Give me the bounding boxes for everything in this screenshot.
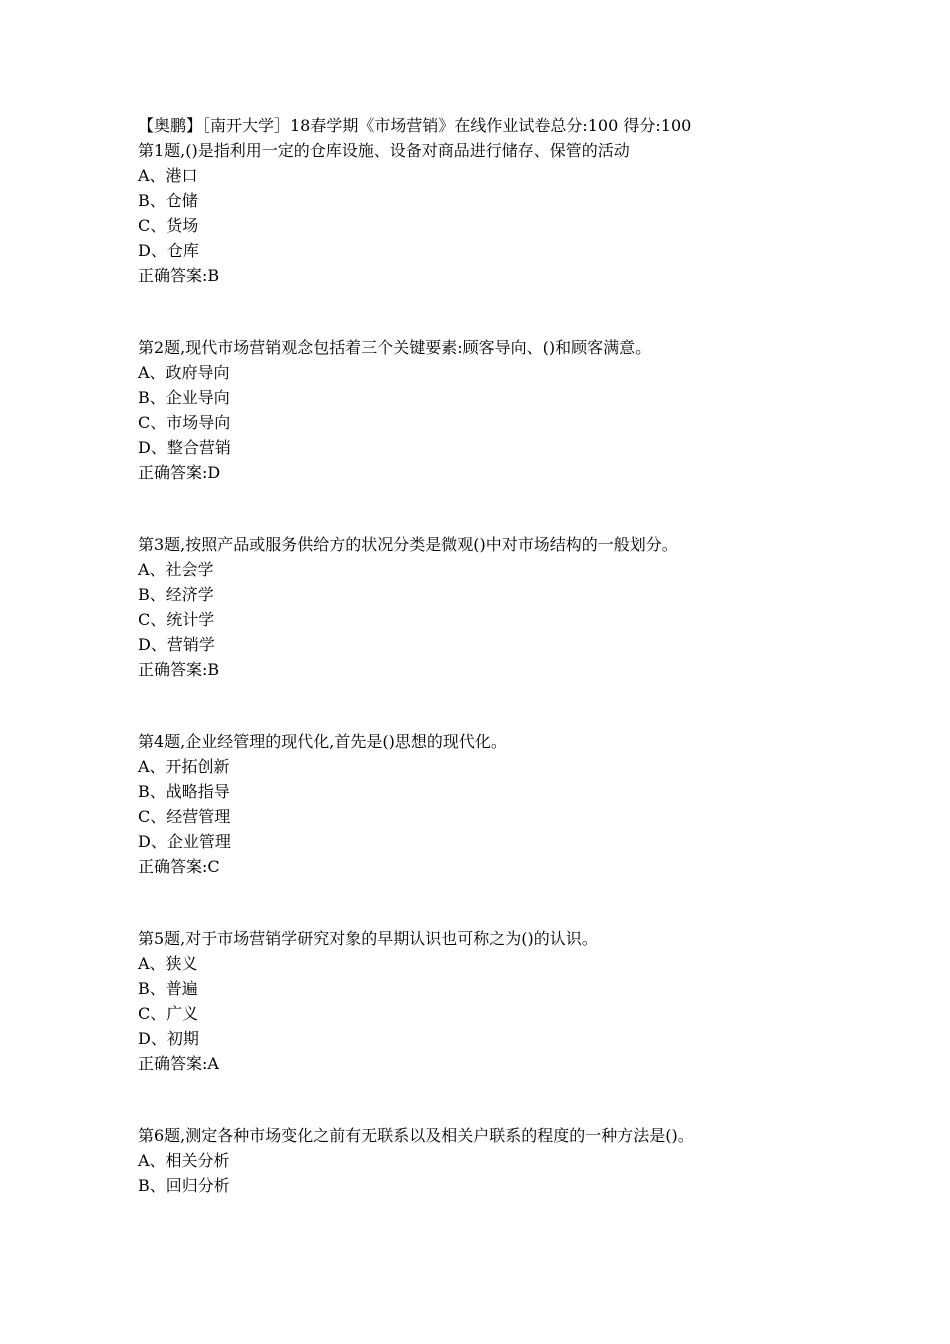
question-option: A、社会学 (138, 560, 214, 579)
question-option: B、经济学 (138, 585, 214, 604)
question-list (138, 138, 898, 1198)
question-block (138, 926, 898, 1076)
question-option: B、仓储 (138, 191, 198, 210)
question-title: 第5题,对于市场营销学研究对象的早期认识也可称之为()的认识。 (138, 929, 598, 948)
question-block (138, 335, 898, 485)
question-option: D、营销学 (138, 635, 215, 654)
question-option: C、货场 (138, 216, 199, 235)
correct-answer: 正确答案:B (138, 660, 220, 679)
document-header: 【奥鹏】［南开大学］18春学期《市场营销》在线作业试卷总分:100 得分:100 (138, 116, 692, 135)
question-option: B、普遍 (138, 979, 198, 998)
question-option: B、战略指导 (138, 782, 230, 801)
question-option: A、港口 (138, 166, 198, 185)
correct-answer: 正确答案:D (138, 463, 221, 482)
question-option: D、仓库 (138, 241, 199, 260)
question-block (138, 729, 898, 879)
question-block (138, 532, 898, 682)
question-option: C、市场导向 (138, 413, 231, 432)
question-title: 第4题,企业经管理的现代化,首先是()思想的现代化。 (138, 732, 507, 751)
question-option: B、企业导向 (138, 388, 230, 407)
correct-answer: 正确答案:C (138, 857, 220, 876)
question-title: 第2题,现代市场营销观念包括着三个关键要素:顾客导向、()和顾客满意。 (138, 338, 652, 357)
question-option: D、企业管理 (138, 832, 231, 851)
question-title: 第1题,()是指利用一定的仓库设施、设备对商品进行储存、保管的活动 (138, 141, 630, 160)
question-option: A、政府导向 (138, 363, 230, 382)
correct-answer: 正确答案:B (138, 266, 220, 285)
question-title: 第6题,测定各种市场变化之前有无联系以及相关户联系的程度的一种方法是()。 (138, 1126, 694, 1145)
document-page (138, 113, 898, 1245)
question-option: A、狭义 (138, 954, 198, 973)
question-block (138, 1123, 898, 1198)
question-option: A、相关分析 (138, 1151, 230, 1170)
question-option: A、开拓创新 (138, 757, 230, 776)
question-option: D、整合营销 (138, 438, 231, 457)
question-block (138, 138, 898, 288)
question-option: D、初期 (138, 1029, 199, 1048)
question-title: 第3题,按照产品或服务供给方的状况分类是微观()中对市场结构的一般划分。 (138, 535, 678, 554)
question-option: C、统计学 (138, 610, 215, 629)
correct-answer: 正确答案:A (138, 1054, 219, 1073)
question-option: B、回归分析 (138, 1176, 230, 1195)
question-option: C、广义 (138, 1004, 199, 1023)
question-option: C、经营管理 (138, 807, 231, 826)
